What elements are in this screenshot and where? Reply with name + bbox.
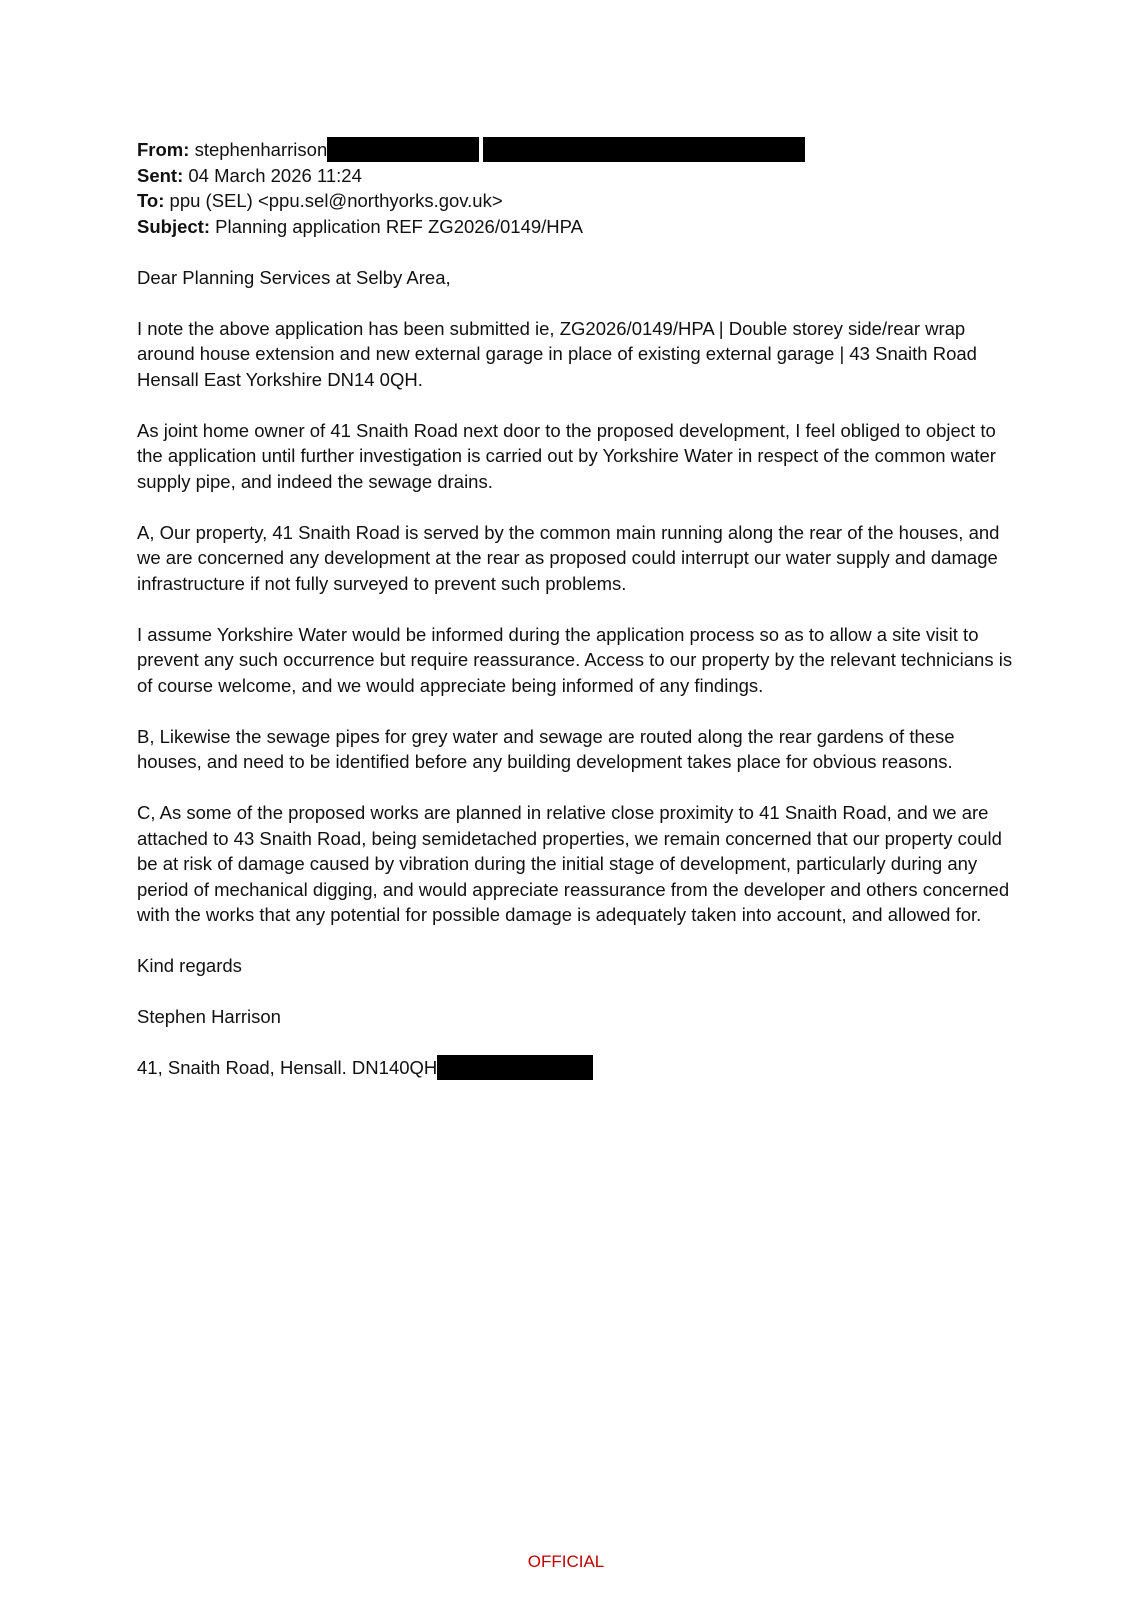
- closing: Kind regards: [137, 955, 242, 976]
- paragraph-application: I note the above application has been submitted ie, ZG2026/0149/HPA | Double storey side/rear wrap around house extension and new external garage in place of existing external garage | 43 Snaith Road Hensall East Yorkshire DN14 0QH.: [137, 317, 977, 390]
- from-line: [137, 137, 1017, 163]
- to-value: ppu (SEL) <ppu.sel@northyorks.gov.uk>: [169, 190, 503, 211]
- redaction-block: [483, 137, 805, 162]
- paragraph-objection: As joint home owner of 41 Snaith Road next door to the proposed development, I feel obliged to object to the application until further investigation is carried out by Yorkshire Water in respect of the common water supply pipe, and indeed the sewage drains.: [137, 419, 996, 492]
- from-label: From:: [137, 139, 190, 160]
- to-line: [137, 188, 1017, 214]
- subject-line: [137, 214, 1017, 240]
- paragraph-vibration: C, As some of the proposed works are planned in relative close proximity to 41 Snaith Road, and we are attached to 43 Snaith Road, being semidetached properties, we remain concerned that our property could be at risk of damage caused by vibration during the initial stage of development, particularly during any period of mechanical digging, and would appreciate reassurance from the developer and others concerned with the works that any potential for possible damage is adequately taken into account, and allowed for.: [137, 802, 1010, 925]
- subject-label: Subject:: [137, 215, 210, 237]
- sent-value: 04 March 2026 11:24: [188, 164, 362, 186]
- address-text: 41, Snaith Road, Hensall. DN140QH: [137, 1057, 438, 1078]
- classification-footer: OFFICIAL: [527, 1552, 605, 1571]
- from-value: stephenharrison: [194, 139, 328, 160]
- signature: Stephen Harrison: [137, 1006, 281, 1027]
- address-line: [137, 1055, 1017, 1081]
- sent-label: Sent:: [137, 164, 184, 186]
- redaction-block: [437, 1055, 593, 1080]
- subject-value: Planning application REF ZG2026/0149/HPA: [215, 215, 583, 237]
- email-document: [137, 137, 1017, 1081]
- redaction-block: [327, 137, 479, 162]
- paragraph-water-main: A, Our property, 41 Snaith Road is served by the common main running along the rear of the houses, and we are concerned any development at the rear as proposed could interrupt our water supply and damage infrastructure if not fully surveyed to prevent such problems.: [137, 521, 1000, 594]
- greeting: Dear Planning Services at Selby Area,: [137, 266, 451, 288]
- paragraph-yorkshire-water: I assume Yorkshire Water would be informed during the application process so as to allow a site visit to prevent any such occurrence but require reassurance. Access to our property by the relevant technicians is of course welcome, and we would appreciate being informed of any findings.: [137, 623, 1013, 696]
- to-label: To:: [137, 190, 165, 211]
- sent-line: [137, 163, 1017, 189]
- paragraph-sewage-pipes: B, Likewise the sewage pipes for grey water and sewage are routed along the rear gardens of these houses, and need to be identified before any building development takes place for obvious reasons.: [137, 725, 955, 772]
